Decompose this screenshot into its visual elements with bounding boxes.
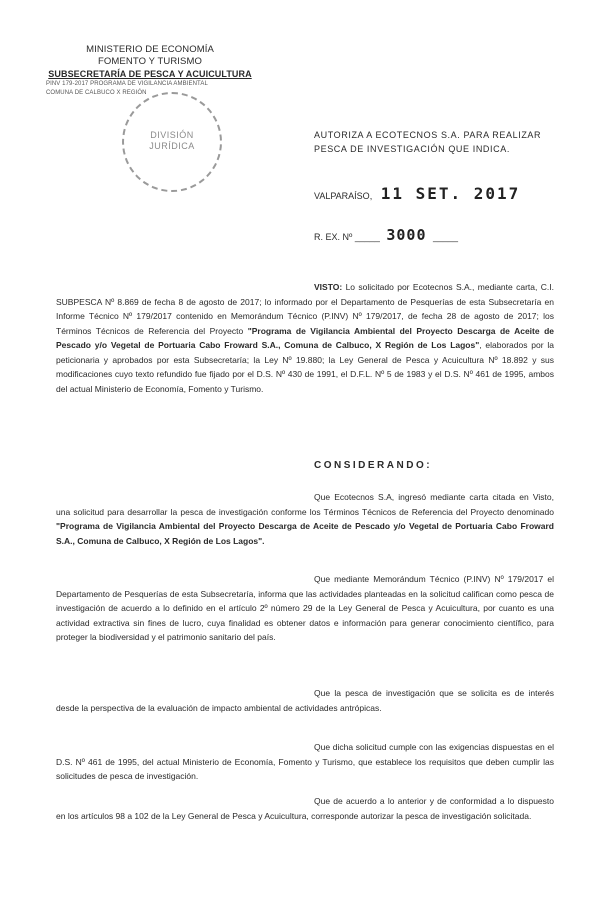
ministry-header [40,44,260,98]
resolution-number: 3000 [386,226,427,244]
considerando-paragraph-1 [56,490,554,548]
considerando-heading: CONSIDERANDO: [314,460,433,471]
visto-paragraph [56,280,554,396]
p1-text: Que Ecotecnos S.A, ingresó mediante carta citada en Visto, una solicitud para desarrollar la pesca de investigación conforme los Términos Técnicos de Referencia del Proyecto denominado [56,492,554,517]
ministry-area: FOMENTO Y TURISMO [98,56,202,67]
stamp-line-2: JURÍDICA [149,141,195,151]
reference-line-1: PINV 179-2017 PROGRAMA DE VIGILANCIA AMBIENTAL [46,81,208,87]
stamp-line-1: DIVISIÓN [150,130,194,140]
date-line [314,184,520,203]
p1-project: "Programa de Vigilancia Ambiental del Proyecto Descarga de Aceite de Pescado y/o Vegetal de Portuaria Cabo Froward S.A., Comuna de Calbuco, X Región de Los Lagos". [56,521,554,546]
subsecretaria-name: SUBSECRETARÍA DE PESCA Y ACUICULTURA [48,69,252,79]
ex-prefix: R. EX. Nº [314,232,353,242]
ministry-name: MINISTERIO DE ECONOMÍA [86,44,214,55]
considerando-paragraph-4: Que dicha solicitud cumple con las exigencias dispuestas en el D.S. Nº 461 de 1995, del actual Ministerio de Economía, Fomento y Turismo, que establece los requisitos que deben cumplir las solicitudes de pesca de investigación. [56,742,554,781]
visto-project: "Programa de Vigilancia Ambiental del Proyecto Descarga de Aceite de Pescado y/o Vegetal de Portuaria Cabo Froward S.A., Comuna de Calbuco, X Región de Los Lagos" [56,325,555,350]
visto-text-b: , elaborados por la peticionaria y aprobados por esta Subsecretaría; la Ley Nº 19.880; la Ley General de Pesca y Acuicultura Nº 18.892 y sus modificaciones cuyo texto refundido fue fijado por el D.S. Nº 430 de 1991, el D.F.L. Nº 5 de 1983 y el D.S. Nº 461 de 1995, ambos del actual Ministerio de Economía, Fomento y Turismo. [56,340,554,394]
division-juridica-stamp [122,92,222,192]
considerando-paragraph-2: Que mediante Memorándum Técnico (P.INV) Nº 179/2017 el Departamento de Pesquerías de esta Subsecretaría, informa que las actividades planteadas en la solicitud califican como pesca de investigación de acuerdo a lo definido en el artículo 2º número 29 de la Ley General de Pesca y Acuicultura, por cuanto es una actividad extractiva sin fines de lucro, cuya finalidad es obtener datos e información para generar conocimiento científico, para proteger la biodiversidad y el patrimonio sanitario del país. [56,574,554,642]
ex-blank-2: _____ [433,232,459,242]
resolution-number-line [314,226,458,244]
considerando-paragraph-5: Que de acuerdo a lo anterior y de conformidad a lo dispuesto en los artículos 98 a 102 de la Ley General de Pesca y Acuicultura, corresponde autorizar la pesca de investigación solicitada. [56,796,554,821]
considerando-paragraph-3: Que la pesca de investigación que se solicita es de interés desde la perspectiva de la evaluación de impacto ambiental de actividades antrópicas. [56,688,554,713]
reference-line-2: COMUNA DE CALBUCO X REGIÓN [46,90,147,96]
visto-text-a: Lo solicitado por Ecotecnos S.A., mediante carta, C.I. SUBPESCA Nº 8.869 de fecha 8 de agosto de 2017; lo informado por el Departamento de Pesquerías de esta Subsecretaría en Informe Técnico Nº 179/2017 contenido en Memorándum Técnico (P.INV) Nº 179/2017, de fecha 28 de agosto de 2017; los Términos Técnicos de Referencia del Proyecto [56,282,554,336]
date-stamp: 11 SET. 2017 [380,184,521,203]
resolution-subject: AUTORIZA A ECOTECNOS S.A. PARA REALIZAR PESCA DE INVESTIGACIÓN QUE INDICA. [314,130,542,154]
ex-blank-1: _____ [354,232,380,242]
visto-label: VISTO: [314,282,343,292]
city: VALPARAÍSO, [314,191,373,201]
